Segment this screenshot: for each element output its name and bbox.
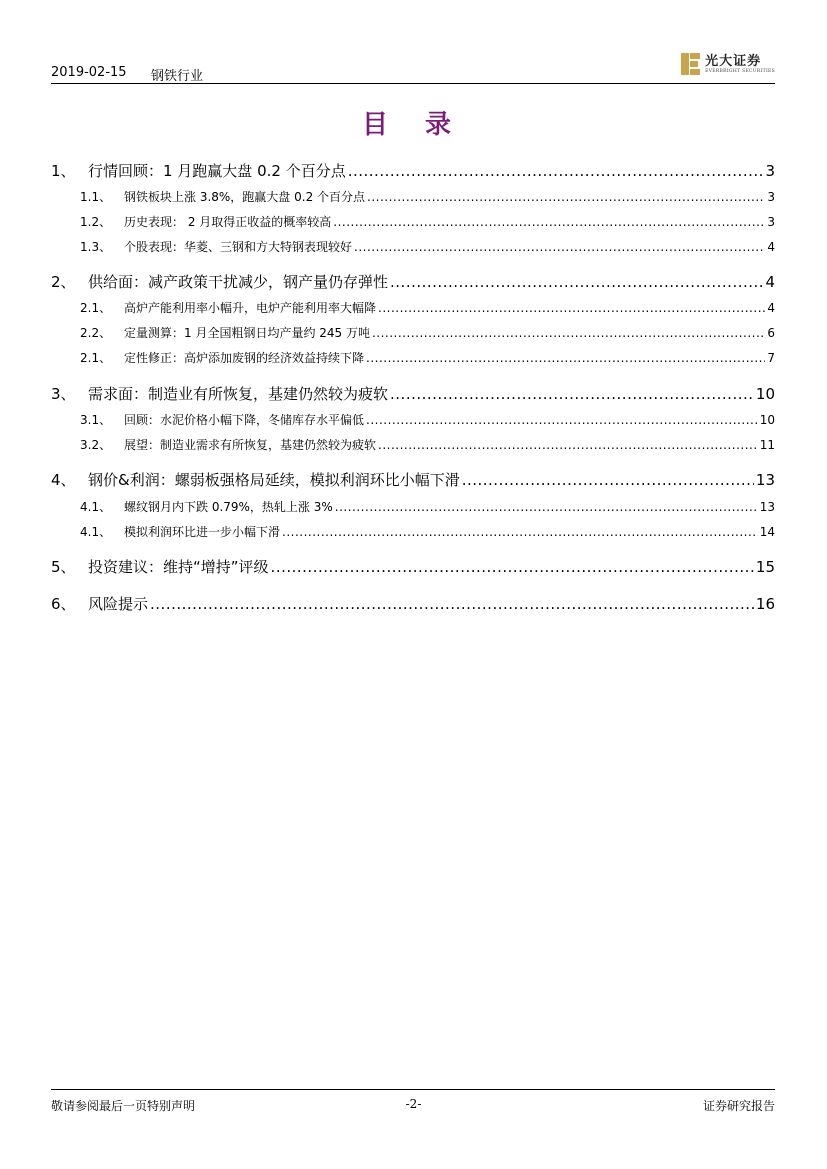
toc-leader-dots [271,558,754,576]
toc-entry-3-1[interactable] [80,411,775,428]
toc-entry-number: 3.1、 [80,413,112,427]
toc-entry-page: 13 [759,500,775,514]
toc-entry-text: 供给面：减产政策干扰减少，钢产量仍存弹性 [88,273,389,291]
toc-leader-dots [354,240,765,254]
toc-entry-number: 2.1、 [80,351,112,365]
toc-entry-number: 2.2、 [80,326,112,340]
toc-entry-number: 2.1、 [80,301,112,315]
toc-entry-4-1[interactable] [80,498,775,515]
toc-entry-number: 3.2、 [80,438,112,452]
toc-entry-number: 4.1、 [80,500,112,514]
toc-title: 目 录 [361,110,466,140]
toc-entry-text: 行情回顾：1 月跑赢大盘 0.2 个百分点 [88,162,346,180]
toc-leader-dots [333,215,765,229]
toc-entry-page: 4 [767,240,775,254]
toc-entry-text: 钢铁板块上涨 3.8%，跑赢大盘 0.2 个百分点 [124,190,366,204]
toc-entry-text: 模拟利润环比进一步小幅下滑 [124,525,281,539]
footer-report-type: 证券研究报告 [702,1099,775,1113]
toc-entry-3-2[interactable] [80,436,775,453]
toc-leader-dots [367,190,765,204]
toc-leader-dots [378,301,765,315]
toc-entry-number: 3、 [51,385,76,403]
logo-english-name: EVERBRIGHT SECURITIES [705,68,775,74]
toc-entry-2-1[interactable] [80,299,775,316]
company-logo [680,52,775,76]
toc-entry-1-2[interactable] [80,213,775,230]
toc-entry-page: 3 [765,162,775,180]
toc-entry-page: 13 [755,471,775,489]
toc-entry-text: 投资建议：维持“增持”评级 [88,558,269,576]
toc-entry-number: 1.2、 [80,215,112,229]
toc-leader-dots [335,500,758,514]
toc-entry-page: 10 [755,385,775,403]
everbright-logo-icon [680,52,702,76]
toc-entry-page: 10 [759,413,775,427]
toc-entry-text: 螺纹钢月内下跌 0.79%，热轧上涨 3% [124,500,333,514]
toc-leader-dots [366,351,765,365]
toc-entry-text: 钢价&利润：螺弱板强格局延续，模拟利润环比小幅下滑 [88,471,460,489]
toc-leader-dots [366,413,758,427]
toc-leader-dots [348,162,764,180]
toc-entry-number: 1.1、 [80,190,112,204]
toc-leader-dots [282,525,758,539]
toc-leader-dots [378,438,758,452]
toc-leader-dots [390,385,754,403]
toc-entry-2-2[interactable] [80,324,775,341]
toc-entry-text: 个股表现：华菱、三钢和方大特钢表现较好 [124,240,353,254]
toc-entry-3[interactable] [51,383,775,404]
toc-entry-page: 11 [759,438,775,452]
toc-entry-page: 14 [759,525,775,539]
toc-entry-text: 历史表现： 2 月取得正收益的概率较高 [124,215,332,229]
toc-entry-number: 6、 [51,595,76,613]
header-divider [51,83,775,84]
toc-entry-1-1[interactable] [80,188,775,205]
toc-entry-page: 6 [767,326,775,340]
toc-entry-number: 2、 [51,273,76,291]
toc-entry-page: 4 [765,273,775,291]
toc-entry-page: 16 [755,595,775,613]
toc-entry-text: 需求面：制造业有所恢复，基建仍然较为疲软 [88,385,389,403]
toc-entry-6[interactable] [51,593,775,614]
toc-entry-page: 3 [767,190,775,204]
toc-entry-4-2[interactable] [80,523,775,540]
page-number: -2- [405,1097,422,1111]
toc-entry-number: 4.1、 [80,525,112,539]
toc-entry-number: 5、 [51,558,76,576]
logo-chinese-name: 光大证券 [705,53,762,69]
report-industry: 钢铁行业 [151,69,204,84]
toc-entry-text: 定量测算：1 月全国粗钢日均产量约 245 万吨 [124,326,370,340]
toc-entry-page: 7 [767,351,775,365]
toc-entry-number: 1.3、 [80,240,112,254]
toc-entry-2-3[interactable] [80,349,775,366]
toc-entry-2[interactable] [51,271,775,292]
toc-leader-dots [390,273,763,291]
toc-entry-page: 3 [767,215,775,229]
toc-entry-text: 定性修正：高炉添加废钢的经济效益持续下降 [124,351,365,365]
toc-entry-5[interactable] [51,556,775,577]
toc-leader-dots [372,326,765,340]
report-date: 2019-02-15 [51,65,127,80]
toc-entry-text: 展望：制造业需求有所恢复，基建仍然较为疲软 [124,438,377,452]
toc-entry-text: 回顾：水泥价格小幅下降，冬储库存水平偏低 [124,413,365,427]
toc-entry-4[interactable] [51,469,775,490]
toc-entry-1-3[interactable] [80,238,775,255]
toc-entry-text: 高炉产能利用率小幅升，电炉产能利用率大幅降 [124,301,377,315]
page-header [51,52,775,84]
toc-entry-number: 4、 [51,471,76,489]
footer-disclaimer: 敬请参阅最后一页特别声明 [51,1099,196,1113]
toc-leader-dots [462,471,754,489]
footer-divider [51,1089,775,1090]
toc-entry-1[interactable] [51,160,775,181]
toc-leader-dots [150,595,754,613]
toc-entry-number: 1、 [51,162,76,180]
toc-entry-text: 风险提示 [88,595,149,613]
toc-entry-page: 4 [767,301,775,315]
toc-entry-page: 15 [755,558,775,576]
